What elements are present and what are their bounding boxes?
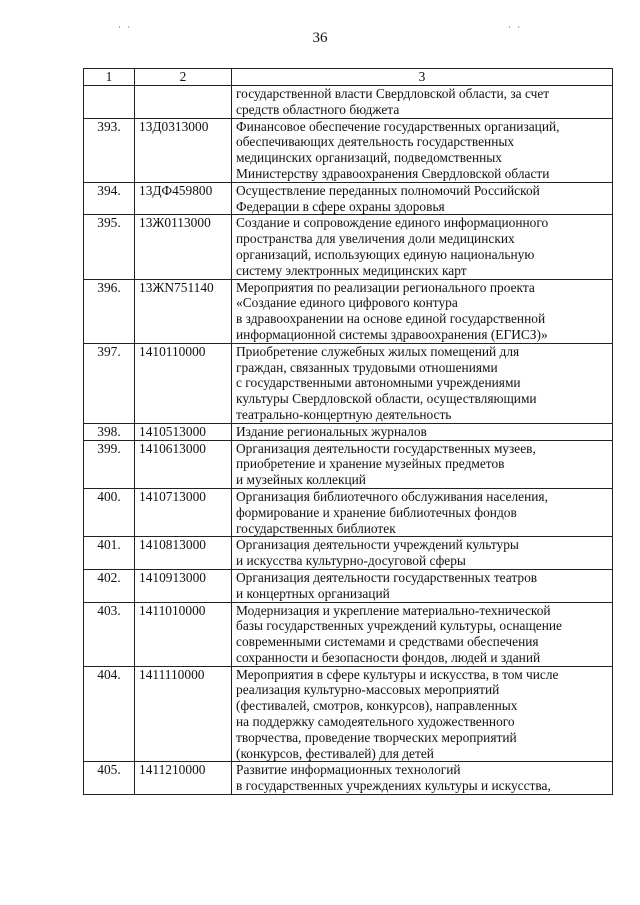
description-line: формирование и хранение библиотечных фондов xyxy=(236,504,517,520)
table-row xyxy=(84,118,613,182)
description-line: государственной власти Свердловской области, за счет xyxy=(236,86,550,101)
row-number xyxy=(84,86,135,119)
description-line: «Создание единого цифрового контура xyxy=(236,295,458,311)
table-row xyxy=(84,423,613,440)
description-line: граждан, связанных трудовыми отношениями xyxy=(236,359,498,375)
description-line: (конкурсов, фестивалей) для детей xyxy=(236,745,434,761)
column-header-description: 3 xyxy=(232,69,613,86)
row-code xyxy=(135,86,232,119)
row-number: 394. xyxy=(84,182,135,215)
table-row xyxy=(84,343,613,423)
description-line: культуры Свердловской области, осуществляющими xyxy=(236,391,537,407)
row-code: 13ДФ459800 xyxy=(135,182,232,215)
table-row xyxy=(84,666,613,762)
description-line: театрально-концертную деятельность xyxy=(236,406,452,422)
description-line: в здравоохранении на основе единой государственной xyxy=(236,311,546,327)
row-number: 404. xyxy=(84,666,135,762)
description-line: Министерству здравоохранения Свердловской области xyxy=(236,165,550,181)
row-description xyxy=(232,279,613,343)
table-row xyxy=(84,488,613,536)
row-description xyxy=(232,215,613,279)
description-line: Финансовое обеспечение государственных организаций, xyxy=(236,118,560,134)
row-number: 393. xyxy=(84,118,135,182)
row-description xyxy=(232,666,613,762)
table-row xyxy=(84,86,613,119)
description-line: Организация деятельности государственных музеев, xyxy=(236,440,536,456)
table-row xyxy=(84,215,613,279)
description-line: (фестивалей, смотров, конкурсов), направленных xyxy=(236,698,518,714)
description-line: пространства для увеличения доли медицинских xyxy=(236,231,515,247)
description-line: медицинских организаций, подведомственных xyxy=(236,150,502,166)
description-line: государственных библиотек xyxy=(236,520,396,536)
description-line: Организация деятельности учреждений культуры xyxy=(236,537,519,553)
description-line: базы государственных учреждений культуры, оснащение xyxy=(236,618,562,634)
row-number: 402. xyxy=(84,569,135,602)
row-code: 1410613000 xyxy=(135,440,232,488)
row-number: 395. xyxy=(84,215,135,279)
table-body xyxy=(84,86,613,795)
description-line: Издание региональных журналов xyxy=(236,423,427,439)
row-description xyxy=(232,440,613,488)
description-line: организаций, использующих единую национальную xyxy=(236,246,535,262)
description-line: и музейных коллекций xyxy=(236,472,366,488)
description-line: Федерации в сфере охраны здоровья xyxy=(236,198,445,214)
row-number: 400. xyxy=(84,488,135,536)
description-line: систему электронных медицинских карт xyxy=(236,262,467,278)
column-header-number: 1 xyxy=(84,69,135,86)
table-row xyxy=(84,279,613,343)
row-code: 1410813000 xyxy=(135,537,232,570)
row-code: 1410713000 xyxy=(135,488,232,536)
column-header-code: 2 xyxy=(135,69,232,86)
row-code: 1411210000 xyxy=(135,762,232,795)
row-code: 1411110000 xyxy=(135,666,232,762)
row-code: 13Д0313000 xyxy=(135,118,232,182)
row-number: 405. xyxy=(84,762,135,795)
description-line: средств областного бюджета xyxy=(236,101,400,117)
row-number: 401. xyxy=(84,537,135,570)
row-description xyxy=(232,602,613,666)
description-line: в государственных учреждениях культуры и искусства, xyxy=(236,778,551,794)
description-line: реализация культурно-массовых мероприятий xyxy=(236,682,500,698)
row-description xyxy=(232,86,613,119)
description-line: обеспечивающих деятельность государственных xyxy=(236,134,515,150)
row-number: 399. xyxy=(84,440,135,488)
row-code: 1410110000 xyxy=(135,343,232,423)
scan-mark-left: · · xyxy=(118,22,133,32)
budget-code-table xyxy=(83,68,613,795)
row-number: 403. xyxy=(84,602,135,666)
description-line: Осуществление переданных полномочий Российской xyxy=(236,182,540,198)
table-row xyxy=(84,182,613,215)
row-code: 1410913000 xyxy=(135,569,232,602)
description-line: Мероприятия в сфере культуры и искусства, в том числе xyxy=(236,666,559,682)
description-line: Создание и сопровождение единого информационного xyxy=(236,215,549,231)
description-line: с государственными автономными учреждениями xyxy=(236,375,521,391)
description-line: Организация библиотечного обслуживания населения, xyxy=(236,488,548,504)
row-description xyxy=(232,343,613,423)
row-description xyxy=(232,762,613,795)
row-number: 397. xyxy=(84,343,135,423)
description-line: приобретение и хранение музейных предметов xyxy=(236,456,505,472)
row-description xyxy=(232,569,613,602)
description-line: и концертных организаций xyxy=(236,585,390,601)
scan-mark-right: · · xyxy=(508,22,523,32)
description-line: Модернизация и укрепление материально-технической xyxy=(236,602,551,618)
page-number: 36 xyxy=(312,30,328,46)
row-code: 13ЖN751140 xyxy=(135,279,232,343)
description-line: Мероприятия по реализации регионального проекта xyxy=(236,279,535,295)
table-row xyxy=(84,569,613,602)
row-number: 396. xyxy=(84,279,135,343)
row-code: 1410513000 xyxy=(135,423,232,440)
table-header-row xyxy=(84,69,613,86)
description-line: современными системами и средствами обеспечения xyxy=(236,634,539,650)
description-line: информационной системы здравоохранения (ЕГИСЗ)» xyxy=(236,326,548,342)
row-number: 398. xyxy=(84,423,135,440)
description-line: творчества, проведение творческих мероприятий xyxy=(236,729,517,745)
description-line: сохранности и безопасности фондов, людей и зданий xyxy=(236,649,541,665)
description-line: Развитие информационных технологий xyxy=(236,762,461,778)
table-row xyxy=(84,440,613,488)
row-description xyxy=(232,118,613,182)
table-row xyxy=(84,762,613,795)
row-description xyxy=(232,488,613,536)
description-line: на поддержку самодеятельного художественного xyxy=(236,714,515,730)
row-code: 1411010000 xyxy=(135,602,232,666)
row-description xyxy=(232,182,613,215)
row-description xyxy=(232,537,613,570)
description-line: и искусства культурно-досуговой сферы xyxy=(236,553,466,569)
table-row xyxy=(84,537,613,570)
row-code: 13Ж0113000 xyxy=(135,215,232,279)
description-line: Организация деятельности государственных театров xyxy=(236,569,538,585)
row-description xyxy=(232,423,613,440)
description-line: Приобретение служебных жилых помещений для xyxy=(236,343,520,359)
table-row xyxy=(84,602,613,666)
